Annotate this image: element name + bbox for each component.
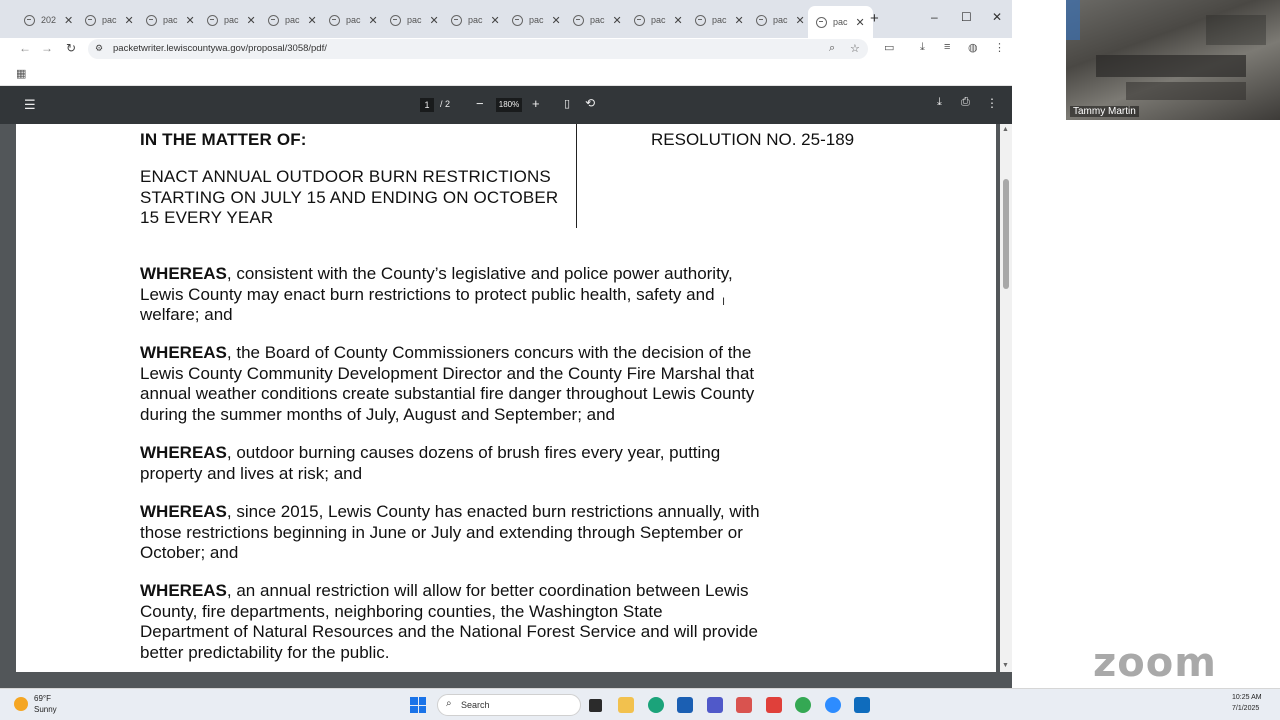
tab-label: pac [833,17,848,27]
browser-tab[interactable] [207,8,256,32]
whereas-keyword: WHEREAS [140,264,227,283]
rotate-icon[interactable]: ⟲ [585,96,596,110]
matter-label: IN THE MATTER OF: [140,130,307,149]
video-scene [1066,0,1080,40]
browser-tab[interactable] [85,8,134,32]
scroll-up-icon[interactable]: ▲ [1002,126,1009,133]
chrome-icon[interactable] [795,697,811,713]
globe-icon [85,15,96,26]
app-icon[interactable] [766,697,782,713]
para-text: , consistent with the County’s legislative and police power authority, [226,264,733,283]
tab-label: pac [712,15,727,25]
hamburger-menu-icon[interactable]: ☰ [24,97,36,112]
close-tab-icon[interactable]: ✕ [612,14,622,27]
task-view-icon[interactable] [589,699,602,712]
globe-icon [24,15,35,26]
maximize-button[interactable]: ☐ [961,10,972,24]
search-icon: ⌕ [446,698,452,709]
para-line [140,443,880,464]
scrollbar[interactable] [1000,124,1012,672]
weather-temp[interactable]: 69°F [34,694,51,703]
scroll-thumb[interactable] [1003,179,1009,289]
file-explorer-icon[interactable] [618,697,634,713]
whereas-keyword: WHEREAS [140,443,227,462]
browser-tab[interactable] [451,8,500,32]
globe-icon [695,15,706,26]
tab-label: pac [346,15,361,25]
para-text: , since 2015, Lewis County has enacted burn restrictions annually, with [226,502,760,521]
browser-tab[interactable] [634,8,683,32]
participant-video[interactable] [1066,0,1280,120]
browser-menu-icon[interactable]: ⋮ [994,42,1005,54]
text-cursor-icon: I [722,296,726,308]
zoom-in-button[interactable]: + [532,96,540,111]
video-scene [1126,82,1246,100]
whereas-keyword: WHEREAS [140,581,227,600]
globe-icon [207,15,218,26]
tab-label: pac [468,15,483,25]
close-tab-icon[interactable]: ✕ [551,14,561,27]
zoom-level-input[interactable]: 180% [496,98,522,112]
tab-label: pac [590,15,605,25]
close-tab-icon[interactable]: ✕ [124,14,134,27]
tab-label: 202 [41,15,57,25]
pdf-page[interactable] [16,124,996,672]
close-tab-icon[interactable]: ✕ [307,14,317,27]
globe-icon [146,15,157,26]
para-line: welfare; and [140,305,233,324]
para-line: October; and [140,543,239,562]
url-text[interactable]: packetwriter.lewiscountywa.gov/proposal/3058/pdf/ [113,43,327,54]
browser-tab[interactable] [24,8,73,32]
print-icon[interactable]: ⎙ [961,96,970,108]
tab-label: pac [529,15,544,25]
zoom-magnifier-icon[interactable]: ⌕ [829,42,836,54]
close-tab-icon[interactable]: ✕ [490,14,500,27]
close-tab-icon[interactable]: ✕ [64,14,74,27]
browser-tab[interactable] [390,8,439,32]
tab-label: pac [773,15,788,25]
tab-label: pac [224,15,239,25]
tab-label: pac [407,15,422,25]
close-tab-icon[interactable]: ✕ [246,14,256,27]
reload-icon[interactable]: ↻ [66,41,77,55]
globe-icon [634,15,645,26]
close-window-button[interactable]: ✕ [992,10,1003,24]
teams-icon[interactable] [707,697,723,713]
downloads-icon[interactable]: ⤓ [920,41,925,53]
taskbar-search[interactable] [437,694,581,716]
close-tab-icon[interactable]: ✕ [673,14,683,27]
page-number-input[interactable]: 1 [420,98,434,112]
clock-time[interactable]: 10:25 AM [1232,694,1262,701]
browser-tab[interactable] [573,8,622,32]
para-line: those restrictions beginning in June or July and extending through September or [140,522,743,542]
participant-name: Tammy Martin [1070,106,1139,117]
download-icon[interactable]: ⤓ [937,96,942,108]
globe-icon [268,15,279,26]
tab-label: pac [163,15,178,25]
weather-sun-icon[interactable] [14,697,28,711]
taskbar [0,688,1280,720]
site-info-icon[interactable]: ⚙ [95,43,104,53]
pdf-viewport[interactable] [0,124,1012,688]
globe-icon [451,15,462,26]
para-line: Lewis County may enact burn restrictions to protect public health, safety and [140,284,715,304]
para-line [140,581,880,602]
browser-tab[interactable] [695,8,744,32]
tab-label: pac [285,15,300,25]
zoom-app-icon[interactable] [825,697,841,713]
start-button[interactable] [410,697,426,713]
browser-tab[interactable] [329,8,378,32]
resolution-number: RESOLUTION NO. 25-189 [651,130,855,149]
tab-strip [0,0,1012,38]
pdf-toolbar [0,86,1012,124]
close-tab-icon[interactable]: ✕ [855,16,865,29]
whereas-paragraph [140,443,880,484]
para-line [140,502,880,523]
browser-tab[interactable] [146,8,195,32]
cast-icon[interactable]: ▭ [884,42,895,54]
whereas-keyword: WHEREAS [140,502,227,521]
whereas-paragraph [140,343,880,425]
browser-tab[interactable] [512,8,561,32]
zoom-logo: zoom [1093,640,1217,686]
edge-icon[interactable] [648,697,664,713]
globe-icon [573,15,584,26]
tab-label: pac [651,15,666,25]
whereas-keyword: WHEREAS [140,343,227,362]
browser-tab-active[interactable] [808,6,873,38]
address-bar[interactable] [88,39,868,59]
para-line: property and lives at risk; and [140,463,363,483]
scroll-down-icon[interactable]: ▼ [1002,662,1009,669]
page-total: / 2 [440,99,451,109]
close-tab-icon[interactable]: ✕ [185,14,195,27]
globe-icon [512,15,523,26]
globe-icon [329,15,340,26]
zoom-out-button[interactable]: − [476,96,484,111]
forward-arrow-icon[interactable]: → [41,41,53,55]
title-line: 15 EVERY YEAR [140,208,274,227]
globe-icon [390,15,401,26]
globe-icon [816,17,827,28]
profile-icon[interactable]: ◍ [968,42,978,54]
para-line [140,264,880,285]
para-line [140,343,880,364]
media-icon[interactable]: ≡ [944,41,951,53]
close-tab-icon[interactable]: ✕ [734,14,744,27]
search-label: Search [461,700,490,710]
app-icon[interactable] [736,697,752,713]
globe-icon [756,15,767,26]
apps-grid-icon[interactable]: ▦ [16,68,27,80]
store-icon[interactable] [677,697,693,713]
para-text: , an annual restriction will allow for better coordination between Lewis [226,581,749,600]
para-text: , the Board of County Commissioners concurs with the decision of the [226,343,752,362]
browser-tab[interactable] [268,8,317,32]
minimize-button[interactable]: – [931,10,938,24]
tab-label: pac [102,15,117,25]
para-line: annual weather conditions create substantial fire danger throughout Lewis County [140,384,755,403]
whereas-paragraph [140,264,880,326]
para-line: County, fire departments, neighboring counties, the Washington State [140,601,663,621]
bookmark-star-icon[interactable]: ☆ [850,43,860,55]
para-text: , outdoor burning causes dozens of brush fires every year, putting [226,443,721,462]
para-line: during the summer months of July, August and September; and [140,404,616,424]
weather-condition[interactable]: Sunny [34,705,57,714]
video-scene [1206,15,1266,45]
browser-tab[interactable] [756,8,805,32]
title-line: ENACT ANNUAL OUTDOOR BURN RESTRICTIONS [140,167,551,186]
fit-page-icon[interactable]: ▯ [564,98,571,110]
close-tab-icon[interactable]: ✕ [795,14,805,27]
whereas-paragraph [140,581,880,663]
new-tab-button[interactable]: + [870,10,879,27]
whereas-paragraph [140,502,880,564]
video-scene [1096,55,1246,77]
para-line: better predictability for the public. [140,642,390,662]
more-options-icon[interactable]: ⋮ [986,96,998,110]
outlook-icon[interactable] [854,697,870,713]
para-line: Department of Natural Resources and the National Forest Service and will provide [140,622,758,641]
title-line: STARTING ON JULY 15 AND ENDING ON OCTOBER [140,187,559,207]
browser-toolbar [0,38,1012,60]
para-line: Lewis County Community Development Director and the County Fire Marshal that [140,363,755,383]
clock-date[interactable]: 7/1/2025 [1232,705,1260,712]
close-tab-icon[interactable]: ✕ [368,14,378,27]
resolution-title [140,167,580,229]
zoom-panel [1013,0,1280,688]
bookmarks-bar [0,60,1012,86]
back-arrow-icon[interactable]: ← [19,41,31,55]
close-tab-icon[interactable]: ✕ [429,14,439,27]
